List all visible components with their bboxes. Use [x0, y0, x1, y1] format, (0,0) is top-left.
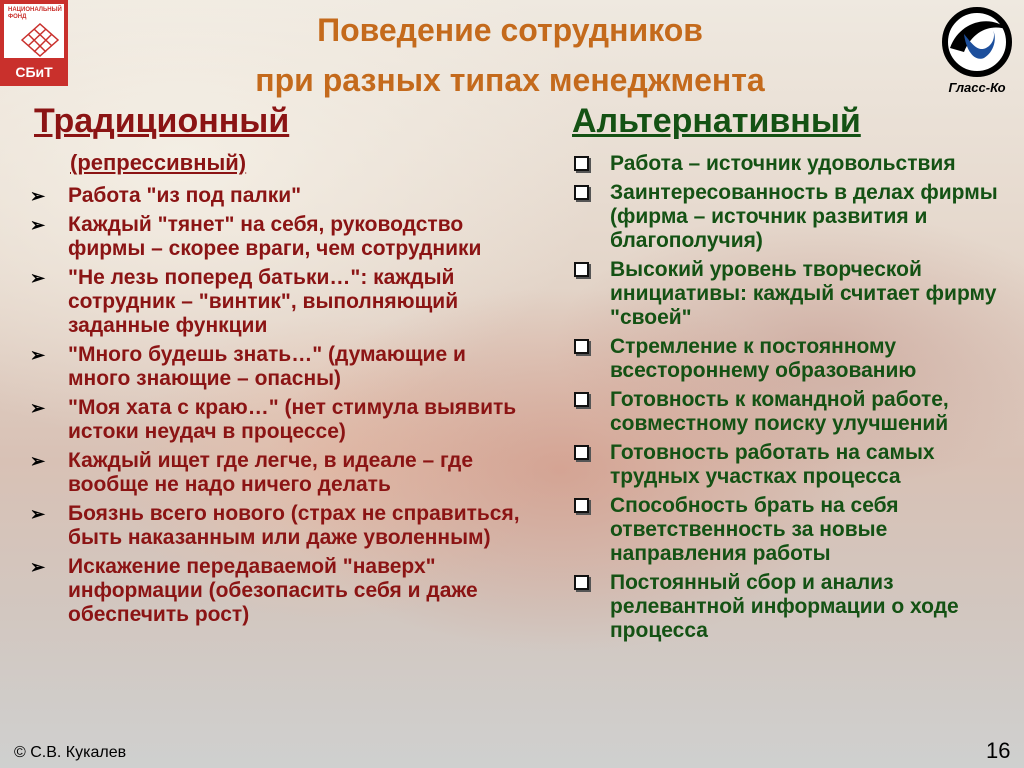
- alternative-list: [572, 152, 1022, 648]
- list-item-text: Работа – источник удовольствия: [610, 152, 956, 175]
- list-item: [572, 441, 1022, 489]
- list-item-text: Заинтересованность в делах фирмы (фирма – источник развития и благополучия): [610, 181, 998, 252]
- arrowhead-bullet-icon: ➢: [30, 398, 46, 418]
- logo-caption: Гласс-Ко: [948, 80, 1006, 95]
- glass-co-emblem-icon: [934, 4, 1020, 80]
- globe-grid-icon: [20, 22, 60, 58]
- list-item: [30, 396, 530, 444]
- list-item-text: "Не лезь поперед батьки…": каждый сотрудник – "винтик", выполняющий заданные функции: [68, 266, 459, 337]
- arrowhead-bullet-icon: ➢: [30, 451, 46, 471]
- checkbox-bullet-icon: [574, 445, 589, 460]
- list-item: [572, 388, 1022, 436]
- arrowhead-bullet-icon: ➢: [30, 215, 46, 235]
- traditional-list: [30, 184, 530, 632]
- list-item: [30, 266, 530, 338]
- list-item-text: Готовность работать на самых трудных участках процесса: [610, 441, 935, 488]
- checkbox-bullet-icon: [574, 185, 589, 200]
- alternative-heading: Альтернативный: [572, 102, 861, 140]
- traditional-heading: Традиционный: [34, 102, 290, 140]
- list-item: [572, 335, 1022, 383]
- checkbox-bullet-icon: [574, 392, 589, 407]
- sbit-logo: [0, 0, 68, 86]
- list-item: [30, 502, 530, 550]
- slide-title-line2: при разных типах менеджмента: [255, 62, 765, 98]
- page-number: 16: [986, 738, 1011, 763]
- list-item: [30, 213, 530, 261]
- logo-fund-text: НАЦИОНАЛЬНЫЙ ФОНД: [8, 7, 62, 20]
- list-item: [30, 449, 530, 497]
- list-item-text: Стремление к постоянному всестороннему образованию: [610, 335, 917, 382]
- arrowhead-bullet-icon: ➢: [30, 186, 46, 206]
- logo-abbr: СБиТ: [15, 64, 53, 80]
- list-item: [30, 555, 530, 627]
- glass-co-logo: [934, 4, 1024, 104]
- author-credit: © С.В. Кукалев: [14, 744, 127, 761]
- arrowhead-bullet-icon: ➢: [30, 557, 46, 577]
- arrowhead-bullet-icon: ➢: [30, 345, 46, 365]
- list-item: [572, 571, 1022, 643]
- arrowhead-bullet-icon: ➢: [30, 268, 46, 288]
- list-item-text: Способность брать на себя ответственность за новые направления работы: [610, 494, 899, 565]
- checkbox-bullet-icon: [574, 156, 589, 171]
- list-item: [572, 258, 1022, 330]
- list-item: [30, 343, 530, 391]
- checkbox-bullet-icon: [574, 262, 589, 277]
- list-item-text: Работа "из под палки": [68, 184, 302, 207]
- list-item-text: Каждый ищет где легче, в идеале – где вообще не надо ничего делать: [68, 449, 474, 496]
- traditional-subheading: (репрессивный): [70, 150, 247, 175]
- list-item-text: "Моя хата с краю…" (нет стимула выявить истоки неудач в процессе): [68, 396, 517, 443]
- list-item-text: Постоянный сбор и анализ релевантной информации о ходе процесса: [610, 571, 959, 642]
- list-item: [30, 184, 530, 208]
- list-item-text: Каждый "тянет" на себя, руководство фирмы – скорее враги, чем сотрудники: [68, 213, 482, 260]
- list-item: [572, 181, 1022, 253]
- list-item-text: Боязнь всего нового (страх не справиться, быть наказанным или даже уволенным): [68, 502, 520, 549]
- slide-title-line1: Поведение сотрудников: [317, 12, 703, 48]
- list-item: [572, 494, 1022, 566]
- list-item-text: Готовность к командной работе, совместному поиску улучшений: [610, 388, 949, 435]
- list-item: [572, 152, 1022, 176]
- list-item-text: "Много будешь знать…" (думающие и много знающие – опасны): [68, 343, 466, 390]
- arrowhead-bullet-icon: ➢: [30, 504, 46, 524]
- checkbox-bullet-icon: [574, 575, 589, 590]
- checkbox-bullet-icon: [574, 339, 589, 354]
- list-item-text: Высокий уровень творческой инициативы: каждый считает фирму "своей": [610, 258, 997, 329]
- list-item-text: Искажение передаваемой "наверх" информации (обезопасить себя и даже обеспечить рост): [68, 555, 478, 626]
- checkbox-bullet-icon: [574, 498, 589, 513]
